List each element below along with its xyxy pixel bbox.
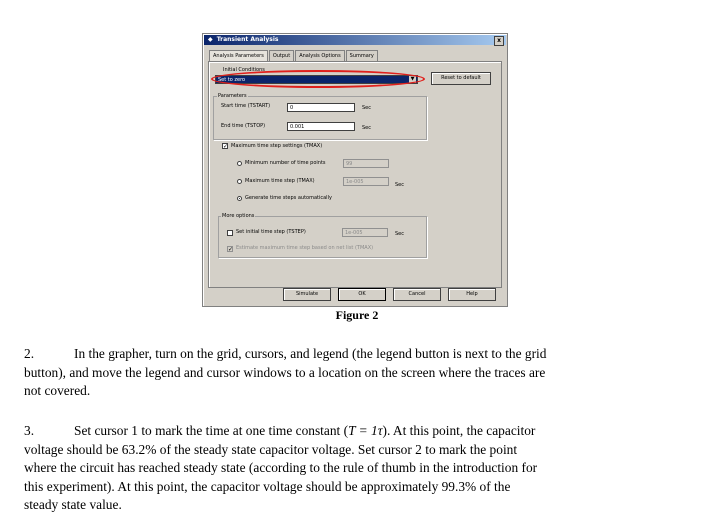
paragraph-line: not covered.: [24, 383, 91, 398]
max-step-radio[interactable]: [237, 179, 242, 184]
ok-button[interactable]: OK: [338, 288, 386, 301]
min-points-radio[interactable]: [237, 161, 242, 166]
dialog-titlebar[interactable]: [204, 35, 506, 45]
auto-steps-label: Generate time steps automatically: [245, 195, 332, 201]
initial-conditions-value: Set to zero: [218, 77, 246, 83]
initial-step-label: Set initial time step (TSTEP): [236, 229, 306, 235]
max-step-unit: Sec: [395, 182, 404, 188]
highlight-annotation: [211, 70, 425, 88]
initial-step-checkbox[interactable]: [227, 230, 233, 236]
paragraph-line: where the circuit has reached steady state (according to the rule of thumb in the introduction for: [24, 460, 538, 475]
app-icon: ◆: [208, 36, 213, 43]
tab-summary[interactable]: Summary: [346, 50, 378, 62]
paragraph-line: voltage should be 63.2% of the steady state capacitor voltage. Set cursor 2 to mark the point: [24, 441, 518, 457]
end-time-unit: Sec: [362, 125, 371, 131]
help-button[interactable]: Help: [448, 288, 496, 301]
paragraph-3: [24, 422, 690, 515]
initial-step-unit: Sec: [395, 231, 404, 237]
max-step-input[interactable]: 1e-005: [343, 177, 389, 186]
paragraph-2: [24, 345, 690, 401]
estimate-step-label: Estimate maximum time step based on net list (TMAX): [236, 245, 374, 251]
paragraph-line: button), and move the legend and cursor windows to a location on the screen where the traces are: [24, 364, 546, 380]
time-constant-equation: T = 1τ: [348, 423, 383, 438]
max-step-label: Maximum time step (TMAX): [245, 178, 315, 184]
paragraph-number: 3.: [24, 423, 35, 438]
transient-analysis-dialog: [202, 33, 508, 307]
tab-output[interactable]: Output: [269, 50, 294, 62]
reset-to-default-button[interactable]: Reset to default: [431, 72, 491, 85]
max-step-settings-label: Maximum time step settings (TMAX): [231, 143, 323, 149]
paragraph-line: this experiment). At this point, the capacitor voltage should be approximately 99.3% of the: [24, 478, 511, 494]
initial-step-input[interactable]: 1e-005: [342, 228, 388, 237]
simulate-button[interactable]: Simulate: [283, 288, 331, 301]
auto-steps-radio[interactable]: [237, 196, 242, 201]
parameters-label: Parameters: [218, 93, 247, 99]
paragraph-line: steady state value.: [24, 497, 122, 512]
paragraph-line: In the grapher, turn on the grid, cursors, and legend (the legend button is next to the grid: [74, 346, 547, 361]
estimate-step-checkbox[interactable]: ✓: [228, 246, 234, 253]
cancel-button[interactable]: Cancel: [393, 288, 441, 301]
min-points-input[interactable]: 99: [343, 159, 389, 168]
initial-conditions-label: Initial Conditions: [223, 67, 265, 73]
paragraph-line: ). At this point, the capacitor: [382, 423, 536, 438]
end-time-label: End time (TSTOP): [221, 123, 266, 129]
start-time-input[interactable]: 0: [287, 103, 355, 112]
paragraph-number: 2.: [24, 346, 35, 361]
max-step-settings-checkbox[interactable]: ✓: [223, 143, 229, 150]
tab-analysis-options[interactable]: Analysis Options: [295, 50, 344, 62]
paragraph-line: Set cursor 1 to mark the time at one time constant (: [74, 423, 349, 438]
start-time-label: Start time (TSTART): [221, 103, 271, 109]
tab-analysis-parameters[interactable]: Analysis Parameters: [209, 50, 268, 62]
dialog-title: Transient Analysis: [216, 36, 279, 43]
more-options-label: More options: [222, 213, 255, 219]
close-icon[interactable]: x: [494, 36, 504, 46]
figure-caption: Figure 2: [335, 308, 379, 322]
dropdown-arrow-icon[interactable]: ▼: [410, 76, 415, 82]
end-time-input[interactable]: 0.001: [287, 122, 355, 131]
start-time-unit: Sec: [362, 105, 371, 111]
min-points-label: Minimum number of time points: [245, 160, 326, 166]
